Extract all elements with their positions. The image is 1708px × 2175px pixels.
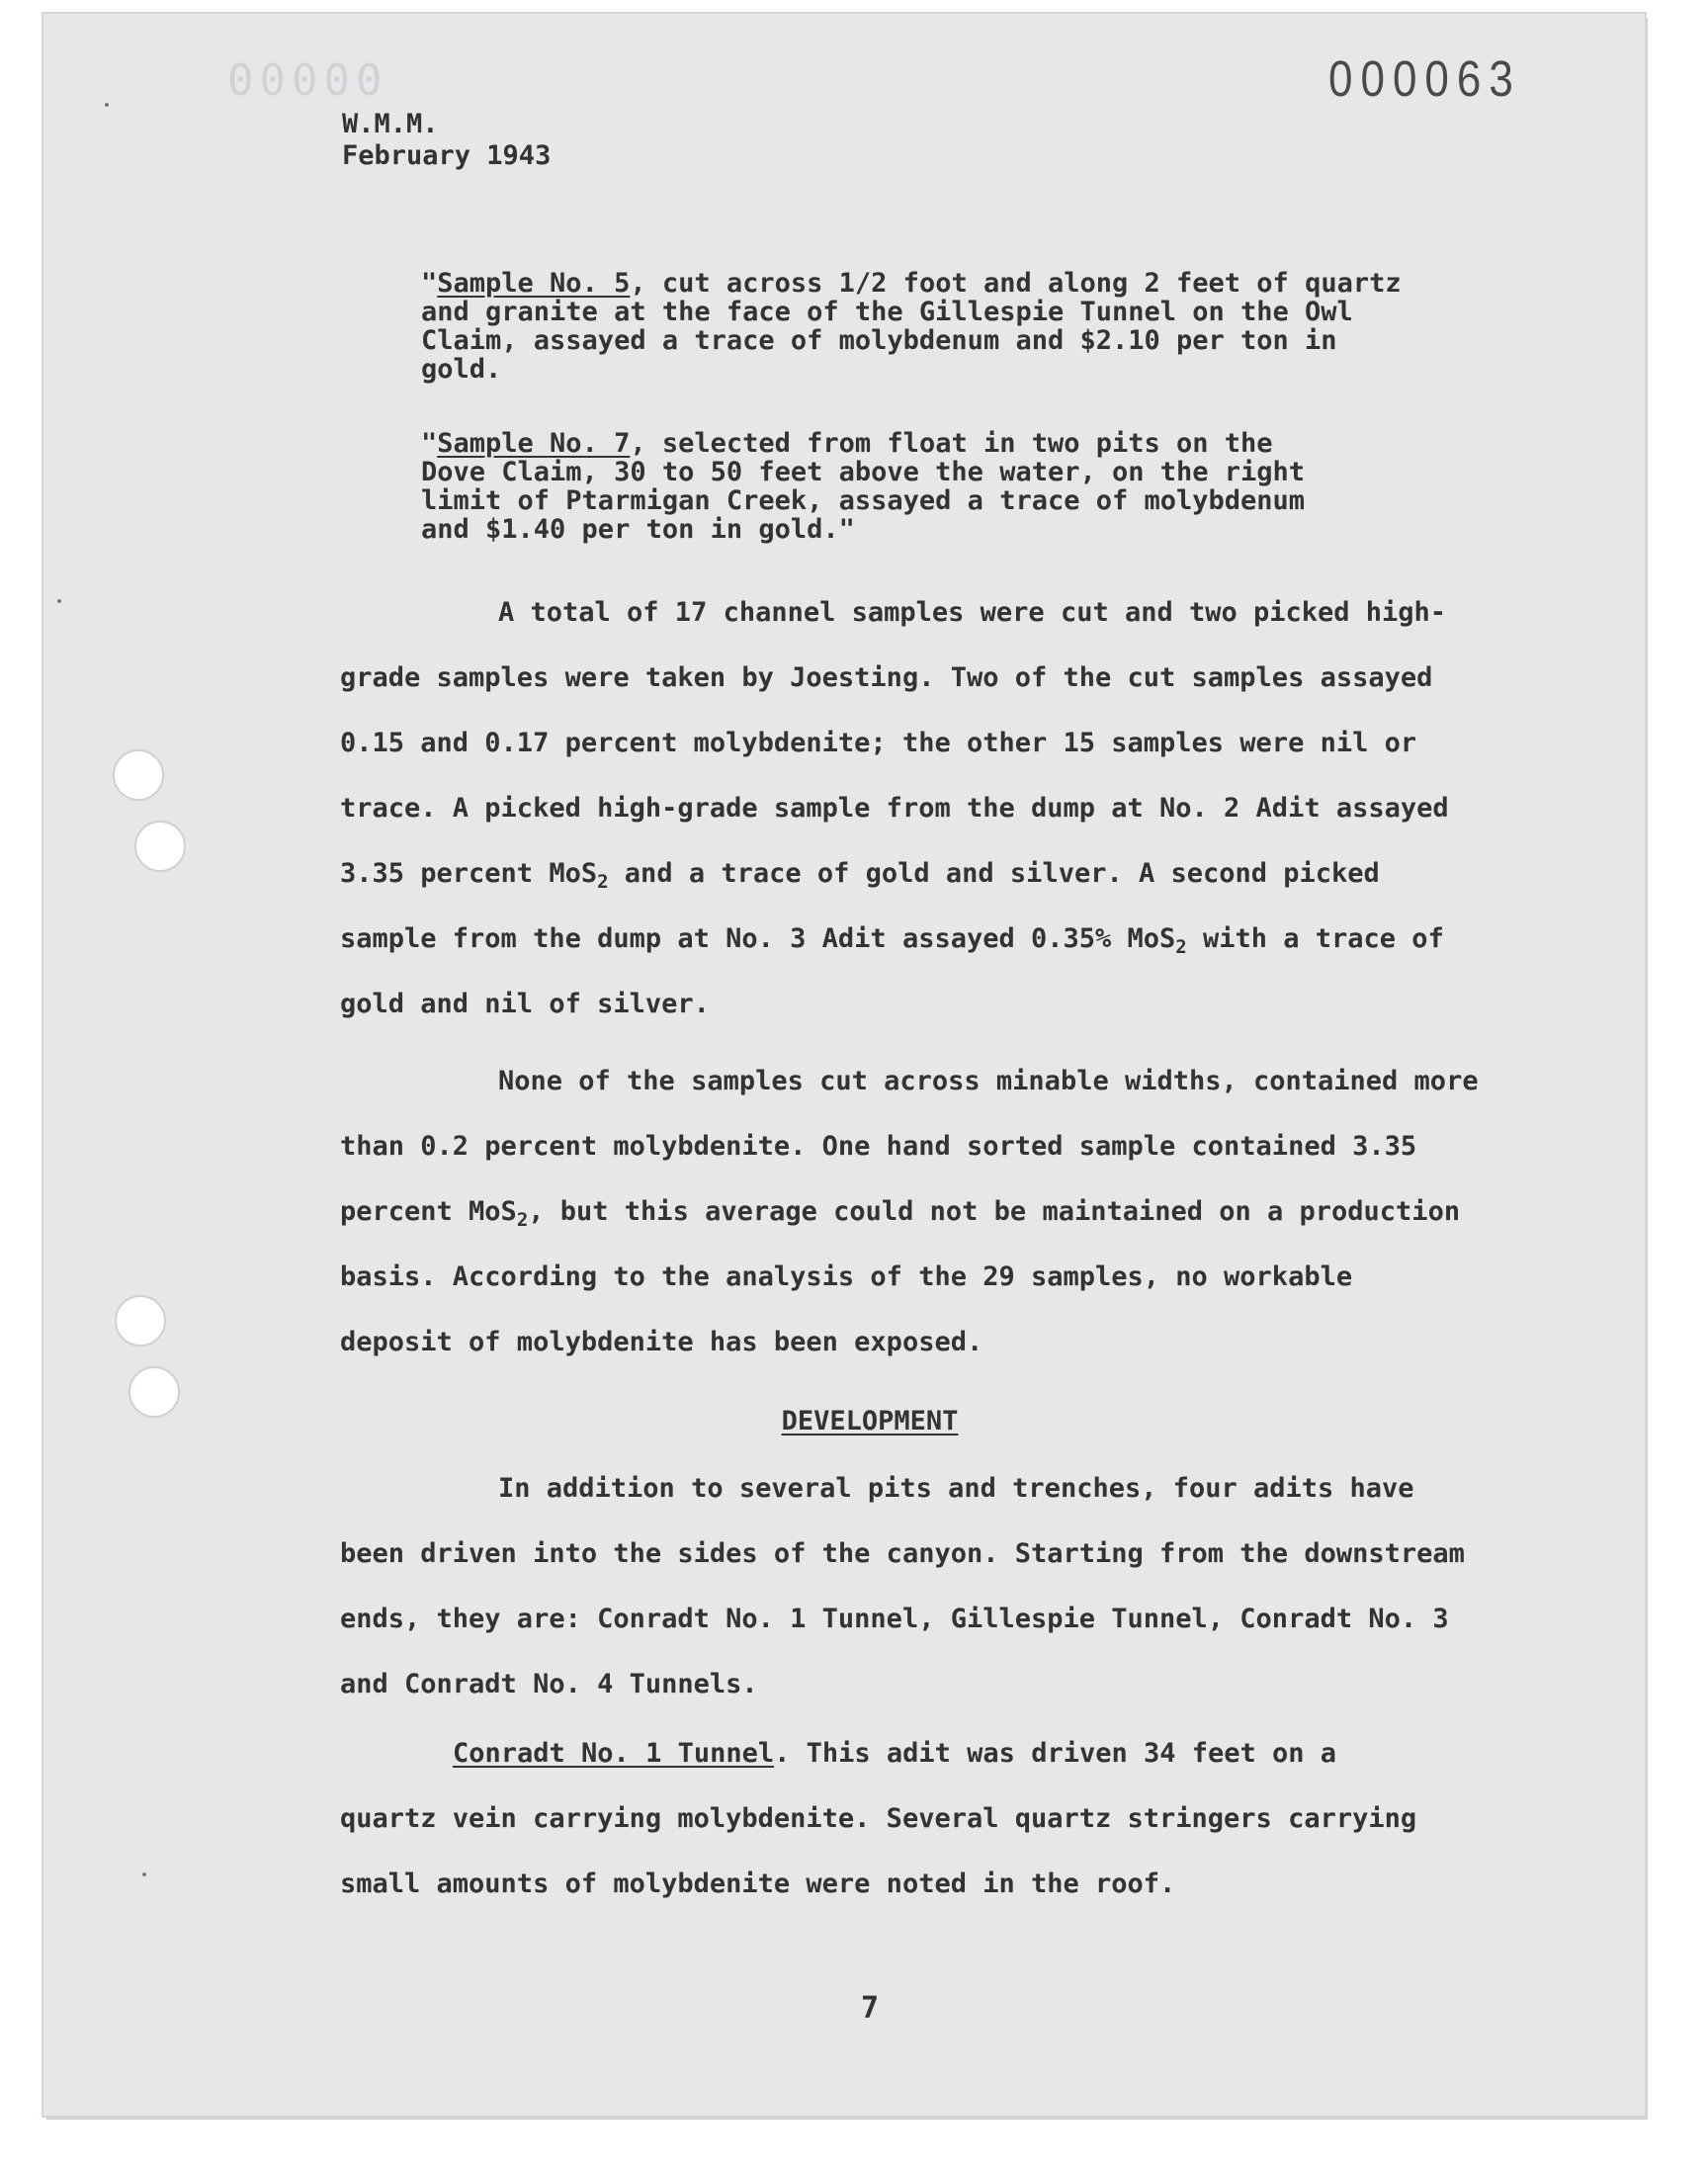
quoted-sample-7: "Sample No. 7, selected from float in two pits on the Dove Claim, 30 to 50 feet above the water, on the right limit of Ptarmigan Creek, assayed a trace of molybdenum and $1.40 per ton in gold." [421,429,1449,544]
quoted-sample-5: "Sample No. 5, cut across 1/2 foot and along 2 feet of quartz and granite at the face of the Gillespie Tunnel on the Owl Claim, assayed a trace of molybdenum and $2.10 per ton in gold. [421,269,1449,384]
quote-line: , selected from float in two pits on the [630,428,1273,459]
faded-stamp-number: 00000 [227,55,388,106]
scan-speck [105,103,109,107]
paragraph-line: grade samples were taken by Joesting. Two of the cut samples assayed [340,662,1433,693]
paragraph-line: Conradt No. 1 Tunnel. This adit was driven 34 feet on a [453,1738,1337,1769]
serial-number: 000063 [1328,51,1521,108]
quote-line: and granite at the face of the Gillespie Tunnel on the Owl [421,297,1353,327]
quote-line: Claim, assayed a trace of molybdenum and $2.10 per ton in [421,325,1337,356]
paragraph-line: small amounts of molybdenite were noted in the roof. [340,1869,1176,1899]
sample-label: Sample No. 7 [437,428,631,459]
binder-hole [113,749,164,801]
quote-line: gold. [421,354,502,385]
author-initials: W.M.M. [342,109,439,139]
paragraph-line: None of the samples cut across minable widths, contained more [498,1066,1479,1096]
section-heading: DEVELOPMENT [781,1406,959,1436]
paragraph-line: and Conradt No. 4 Tunnels. [340,1669,758,1699]
subsection-title: Conradt No. 1 Tunnel [453,1738,775,1769]
scan-speck [57,599,61,603]
paragraph-line: trace. A picked high-grade sample from the dump at No. 2 Adit assayed [340,793,1449,824]
sample-label: Sample No. 5 [437,268,631,299]
paragraph-line: deposit of molybdenite has been exposed. [340,1327,983,1357]
report-date: February 1943 [342,140,552,171]
paragraph-line: been driven into the sides of the canyon. Starting from the downstream [340,1538,1465,1569]
paragraph-line: basis. According to the analysis of the 29 samples, no workable [340,1262,1353,1292]
quote-line: Dove Claim, 30 to 50 feet above the water, on the right [421,457,1306,487]
paragraph-line: 3.35 percent MoS$_2$ and a trace of gold and silver. A second picked [340,858,1380,893]
quote-line: limit of Ptarmigan Creek, assayed a trace of molybdenum [421,485,1306,516]
paragraph-line: percent MoS$_2$, but this average could not be maintained on a production [340,1196,1461,1231]
paragraph-line: quartz vein carrying molybdenite. Several quartz stringers carrying [340,1803,1417,1834]
paragraph-line: ends, they are: Conradt No. 1 Tunnel, Gillespie Tunnel, Conradt No. 3 [340,1604,1449,1634]
page-number: 7 [860,1991,880,2026]
paragraph-line: gold and nil of silver. [340,989,710,1019]
scan-speck [142,1872,146,1876]
paragraph-line: A total of 17 channel samples were cut and two picked high- [498,597,1447,628]
binder-hole [115,1295,166,1347]
quote-line: and $1.40 per ton in gold." [421,514,855,545]
paragraph-line: sample from the dump at No. 3 Adit assayed 0.35% MoS$_2$ with a trace of [340,923,1444,958]
document-page [43,14,1645,2116]
binder-hole [134,821,186,872]
quote-line: , cut across 1/2 foot and along 2 feet of quartz [630,268,1402,299]
paragraph-line: than 0.2 percent molybdenite. One hand sorted sample contained 3.35 [340,1131,1417,1162]
paragraph-line: 0.15 and 0.17 percent molybdenite; the other 15 samples were nil or [340,728,1417,758]
paragraph-line: In addition to several pits and trenches, four adits have [498,1473,1414,1504]
